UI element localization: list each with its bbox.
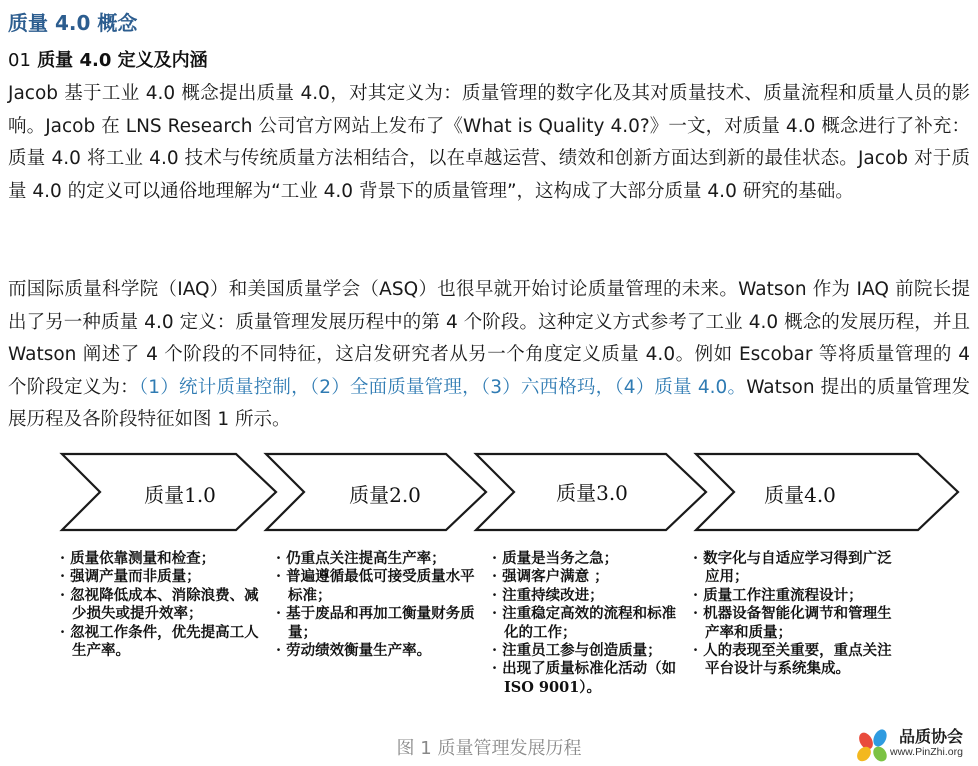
- logo-name: 品质协会: [899, 727, 964, 746]
- stage-label-3: 质量3.0: [556, 481, 628, 505]
- stage-label-2: 质量2.0: [349, 483, 421, 507]
- section-title: [8, 48, 208, 74]
- stage-4-features: [693, 550, 893, 679]
- stage-3-features: [492, 550, 682, 697]
- logo-url: www.PinZhi.org: [890, 746, 963, 758]
- list-item: · 注重持续改进；: [492, 587, 682, 605]
- list-item: · 劳动绩效衡量生产率。: [276, 642, 481, 660]
- list-item: · 出现了质量标准化活动（如ISO 9001）。: [492, 660, 682, 697]
- list-item: · 质量是当务之急；: [492, 550, 682, 568]
- list-item: · 强调客户满意 ；: [492, 568, 682, 586]
- list-item: · 普遍遵循最低可接受质量水平标准；: [276, 568, 481, 605]
- stage-label-1: 质量1.0: [144, 483, 216, 507]
- list-item: · 注重员工参与创造质量；: [492, 642, 682, 660]
- list-item: · 忽视工作条件，优先提高工人生产率。: [60, 624, 265, 661]
- list-item: · 强调产量而非质量；: [60, 568, 265, 586]
- list-item: · 人的表现至关重要，重点关注平台设计与系统集成。: [693, 642, 893, 679]
- list-item: · 质量工作注重流程设计；: [693, 587, 893, 605]
- stage-label-4: 质量4.0: [764, 483, 836, 507]
- list-item: · 基于废品和再加工衡量财务质量；: [276, 605, 481, 642]
- figure-caption: 图 1 质量管理发展历程: [396, 738, 582, 759]
- list-item: · 忽视降低成本、消除浪费、减少损失或提升效率；: [60, 587, 265, 624]
- list-item: · 数字化与自适应学习得到广泛应用；: [693, 550, 893, 587]
- section-title-text: 质量 4.0 定义及内涵: [37, 50, 208, 71]
- paragraph-2: [8, 274, 970, 437]
- paragraph-2-highlight: （1）统计质量控制，（2）全面质量管理，（3）六西格玛，（4）质量 4.0。: [138, 376, 747, 398]
- list-item: · 注重稳定高效的流程和标准化的工作；: [492, 605, 682, 642]
- paragraph-1: Jacob 基于工业 4.0 概念提出质量 4.0，对其定义为：质量管理的数字化及其对质量技术、质量流程和质量人员的影响。Jacob 在 LNS Research 公司官方网站上发布了《What is Quality 4.0?》一文，对质量 4.0 概念进行了补充：质量 4.0 将工业 4.0 技术与传统质量方法相结合，以在卓越运营、绩效和创新方面达到新的最佳状态。Jacob 对于质量 4.0 的定义可以通俗地理解为“工业 4.0 背景下的质量管理”，这构成了大部分质量 4.0 研究的基础。: [8, 83, 970, 202]
- list-item: · 机器设备智能化调节和管理生产率和质量；: [693, 605, 893, 642]
- section-number: 01: [8, 50, 31, 71]
- article-heading: 质量 4.0 概念: [8, 11, 138, 35]
- stage-2-features: [276, 550, 481, 660]
- stage-1-features: [60, 550, 265, 660]
- list-item: · 仍重点关注提高生产率；: [276, 550, 481, 568]
- list-item: · 质量依靠测量和检查；: [60, 550, 265, 568]
- paragraph-2-text-a: 而国际质量科学院（IAQ）和美国质量学会（ASQ）也很早就开始讨论质量管理的未来。Watson 作为 IAQ 前院长提出了另一种质量 4.0 定义：质量管理发展历程中的第 4 个阶段。这种定义方式参考了工业 4.0 概念的发展历程，并且 Watson 阐述了 4 个阶段的不同特征，这启发研究者从另一个角度定义质量 4.0。例如 Escobar 等将质量管理的 4 个阶段定义为：: [8, 279, 970, 398]
- paragraph-2-text-b: Watson 提出的质量管理发展历程及各阶段特征如图 1 所示。: [8, 376, 970, 431]
